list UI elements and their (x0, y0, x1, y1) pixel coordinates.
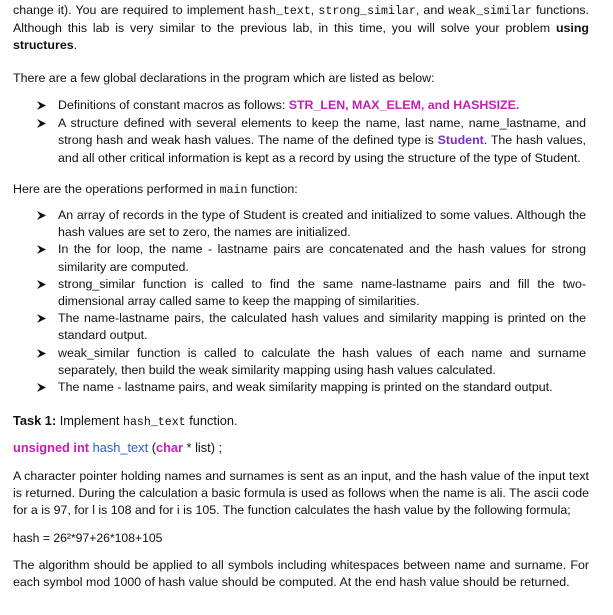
task1-heading (13, 413, 238, 429)
bullet-text: The name - lastname pairs, and weak similarity mapping is printed on the standard output. (58, 380, 553, 395)
arrow-bullet-icon (36, 241, 48, 258)
arrow-bullet-icon (36, 345, 48, 362)
arrow-bullet-icon (36, 115, 48, 132)
task1-description: A character pointer holding names and surnames is sent as an input, and the hash value of the input text is returned. During the calculation a basic formula is used as follows when the name is ali. The ascii code for a is 97, for l is 108 and for i is 105. The function calculates the hash value by the following formula; (13, 469, 589, 518)
arrow-bullet-icon (36, 276, 48, 293)
list-item (0, 379, 586, 396)
operations-heading (13, 181, 589, 199)
list-item (0, 345, 586, 379)
list-item (0, 310, 586, 344)
signature-rest: * list) ; (182, 440, 223, 455)
bullet-text: Definitions of constant macros as follows: (58, 98, 289, 112)
operations-list (0, 207, 613, 396)
intro-sep: , (310, 3, 319, 17)
arrow-bullet-icon (36, 310, 48, 327)
list-item (0, 207, 586, 241)
arrow-bullet-icon (36, 207, 48, 224)
heading-text: Here are the operations performed in (13, 182, 220, 196)
bullet-text: weak_similar function is called to calculate the hash values of each name and surname separately, then build the weak similarity mapping using hash values calculated. (58, 345, 586, 377)
code-strong-similar: strong_similar (318, 5, 416, 18)
list-item (0, 241, 586, 275)
list-item (0, 115, 586, 167)
macro-names: STR_LEN, MAX_ELEM, and HASHSIZE. (288, 98, 520, 112)
function-signature (13, 440, 222, 455)
task-label: Task 1: (13, 413, 57, 428)
globals-heading: There are a few global declarations in the program which are listed as below: (13, 71, 435, 85)
code-main: main (219, 184, 248, 197)
bullet-text: . The hash values, and all other critical information is kept as a record by using the structure of the type of Student. (58, 133, 586, 165)
globals-list (0, 97, 613, 167)
signature-function-name: hash_text (89, 440, 152, 455)
intro-sep: , and (415, 3, 449, 17)
bullet-text: A structure defined with several elements to keep the name, last name, name_lastname, and strong hash and weak hash values. The name of the defined type is (58, 116, 586, 148)
task1-closing: The algorithm should be applied to all symbols including whitespaces between name and surname. For each symbol mod 1000 of hash value should be computed. At the end hash value should be returned. (13, 558, 589, 590)
intro-paragraph (13, 2, 589, 55)
signature-paren: ( (151, 440, 156, 455)
intro-text: . (73, 38, 78, 53)
intro-text: functions. (531, 3, 589, 17)
heading-text: function: (247, 182, 298, 196)
list-item (0, 97, 586, 114)
code-hash-text: hash_text (123, 416, 186, 429)
intro-text: Although this lab is very similar to the previous lab, in this time, you will solve your problem (13, 21, 556, 36)
arrow-bullet-icon (36, 379, 48, 396)
hash-formula: hash = 26²*97+26*108+105 (13, 531, 163, 545)
task-text: function. (185, 413, 238, 428)
bullet-text: The name-lastname pairs, the calculated hash values and similarity mapping is printed on the standard output. (58, 311, 586, 343)
signature-param-type: char (155, 440, 183, 455)
task-text: Implement (56, 413, 124, 428)
emphasis-using-structures: using structures (13, 21, 589, 53)
bullet-text: An array of records in the type of Student is created and initialized to some values. Although the hash values are set to zero, the names are initialized. (58, 208, 586, 240)
code-weak-similar: weak_similar (448, 5, 532, 18)
code-hash-text: hash_text (248, 5, 311, 18)
list-item (0, 276, 586, 310)
signature-return-type: unsigned int (13, 440, 90, 455)
arrow-bullet-icon (36, 97, 48, 114)
type-name-student: Student (437, 133, 484, 148)
bullet-text: In the for loop, the name - lastname pairs are concatenated and the hash values for strong similarity are computed. (58, 242, 586, 274)
intro-text: change it). You are required to implement (13, 3, 249, 17)
bullet-text: strong_similar function is called to find the same name-lastname pairs and fill the two-dimensional array called same to keep the mapping of similarities. (58, 276, 586, 309)
